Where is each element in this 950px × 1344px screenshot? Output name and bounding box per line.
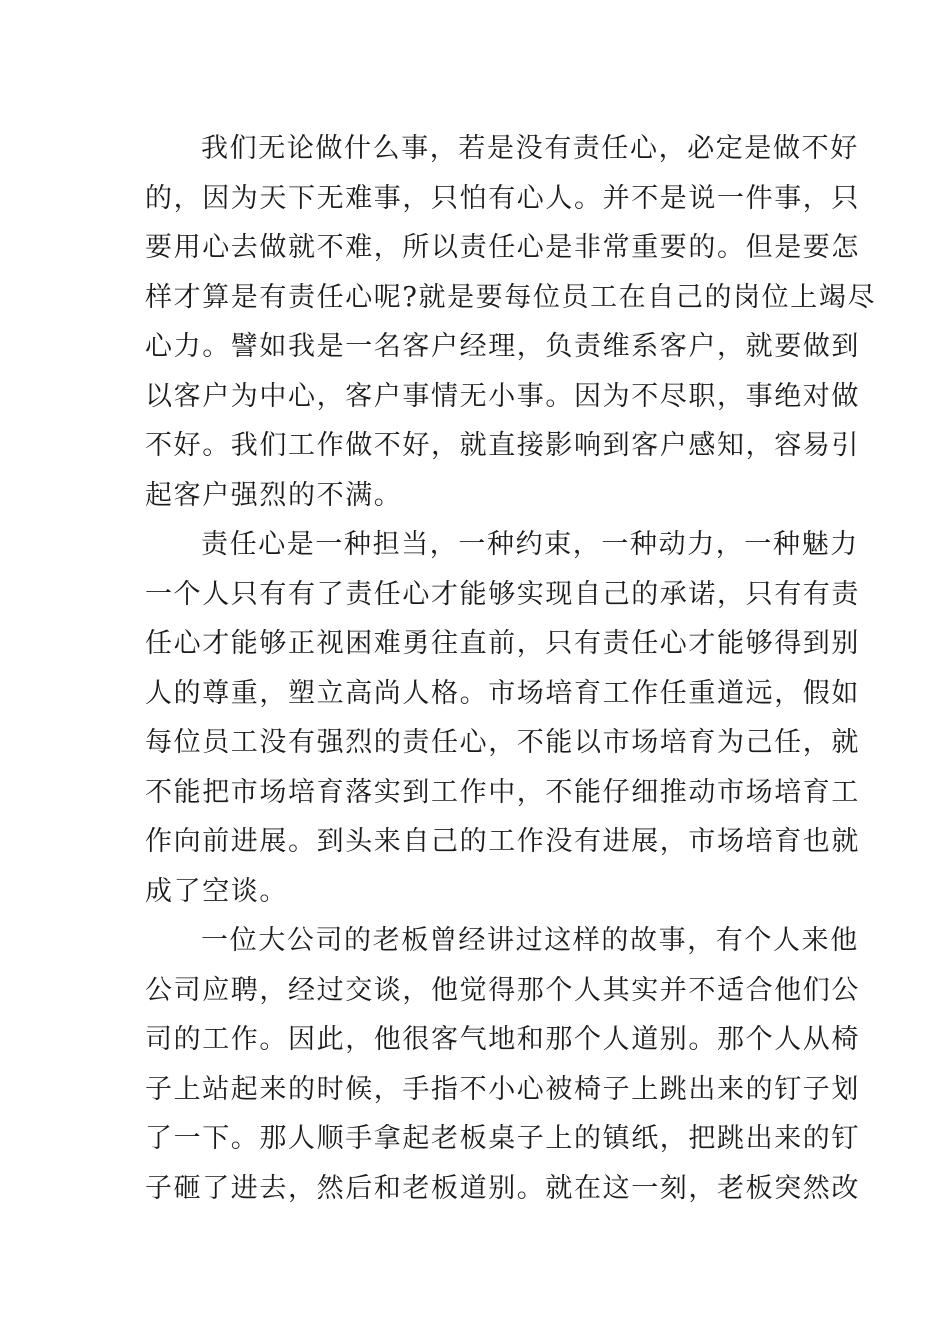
paragraph-line: 以客户为中心，客户事情无小事。因为不尽职，事绝对做 [145,380,860,412]
paragraph-line: 的，因为天下无难事，只怕有心人。并不是说一件事，只 [145,182,860,214]
paragraph-line: 子上站起来的时候，手指不小心被椅子上跳出来的钉子划 [145,1073,860,1105]
paragraph-line: 司的工作。因此，他很客气地和那个人道别。那个人从椅 [145,1024,860,1055]
paragraph-line: 成了空谈。 [145,875,288,907]
paragraph-2 [145,520,860,916]
paragraph-line: 子砸了进去，然后和老板道别。就在这一刻，老板突然改 [145,1172,860,1204]
paragraph-line: 不能把市场培育落实到工作中，不能仔细推动市场培育工 [145,776,860,808]
paragraph-line: 样才算是有责任心呢?就是要每位员工在自己的岗位上竭尽 [145,281,877,313]
paragraph-line: 起客户强烈的不满。 [145,479,403,511]
document-body [145,124,877,1213]
paragraph-1 [145,124,877,520]
paragraph-line: 公司应聘，经过交谈，他觉得那个人其实并不适合他们公 [145,974,860,1006]
paragraph-line: 责任心是一种担当，一种约束，一种动力，一种魅力 [201,529,859,560]
paragraph-line: 作向前进展。到头来自己的工作没有进展，市场培育也就 [145,826,860,857]
paragraph-line: 每位员工没有强烈的责任心，不能以市场培育为己任，就 [145,727,860,758]
paragraph-line: 一个人只有有了责任心才能够实现自己的承诺，只有有责 [145,578,860,610]
paragraph-line: 我们无论做什么事，若是没有责任心，必定是做不好 [201,133,859,164]
paragraph-line: 不好。我们工作做不好，就直接影响到客户感知，容易引 [145,430,860,461]
paragraph-line: 一位大公司的老板曾经讲过这样的故事，有个人来他 [201,925,859,956]
paragraph-line: 人的尊重，塑立高尚人格。市场培育工作任重道远，假如 [145,677,860,709]
paragraph-line: 要用心去做就不难，所以责任心是非常重要的。但是要怎 [145,232,860,263]
paragraph-line: 了一下。那人顺手拿起老板桌子上的镇纸，把跳出来的钉 [145,1123,860,1154]
paragraph-line: 心力。譬如我是一名客户经理，负责维系客户，就要做到 [145,331,860,362]
paragraph-3 [145,916,860,1213]
paragraph-line: 任心才能够正视困难勇往直前，只有责任心才能够得到别 [145,628,860,659]
